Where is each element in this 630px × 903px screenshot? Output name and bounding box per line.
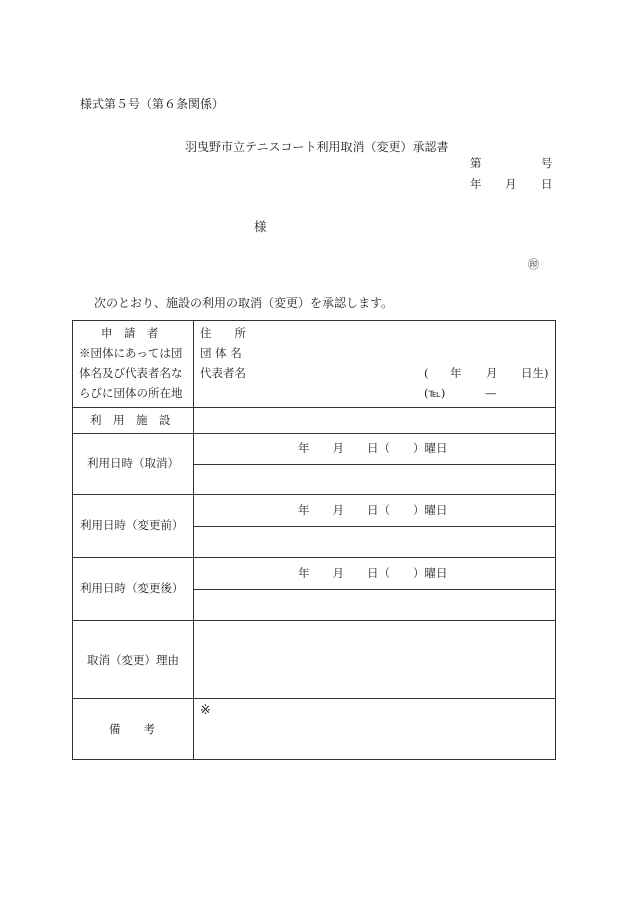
- form-number: 様式第５号（第６条関係）: [80, 97, 225, 111]
- label-datetime-before: 利用日時（変更前）: [80, 518, 184, 532]
- group-name-label: 団 体 名: [200, 346, 242, 360]
- intro-text: 次のとおり、施設の利用の取消（変更）を承認します。: [94, 296, 394, 310]
- document-title: 羽曳野市立テニスコート利用取消（変更）承認書: [185, 140, 449, 154]
- column-divider: [193, 321, 194, 759]
- row-divider: [73, 407, 555, 408]
- number-go: 号: [541, 156, 553, 170]
- birth-day: 日生): [521, 366, 549, 380]
- datetime-before: 年 月 日（ ）曜日: [298, 503, 448, 517]
- representative-label: 代表者名: [200, 366, 246, 380]
- birth-year: 年: [450, 366, 462, 380]
- remarks-mark: ※: [200, 703, 211, 718]
- approval-table: [72, 320, 556, 760]
- row-subdivider: [194, 464, 555, 465]
- datetime-cancel: 年 月 日（ ）曜日: [298, 441, 448, 455]
- datetime-after: 年 月 日（ ）曜日: [298, 566, 448, 580]
- row-divider: [73, 433, 555, 434]
- row-subdivider: [194, 589, 555, 590]
- label-datetime-after: 利用日時（変更後）: [80, 581, 184, 595]
- applicant-note-line-2: 体名及び代表者名な: [79, 366, 183, 380]
- reason-label: 取消（変更）理由: [87, 653, 179, 667]
- applicant-header: 申 請 者: [101, 326, 159, 340]
- row-divider: [73, 494, 555, 495]
- facility-label: 利 用 施 設: [90, 413, 171, 427]
- seal-mark: ㊞: [528, 258, 539, 271]
- issue-date-day: 日: [541, 177, 553, 191]
- number-dai: 第: [470, 156, 482, 170]
- row-subdivider: [194, 526, 555, 527]
- tel-dash: —: [485, 386, 497, 400]
- applicant-note-line-1: ※団体にあっては団: [79, 346, 183, 360]
- address-label: 住 所: [200, 326, 246, 340]
- tel-label: (℡): [424, 386, 446, 400]
- birth-month: 月: [486, 366, 498, 380]
- row-divider: [73, 698, 555, 699]
- label-datetime-cancel: 利用日時（取消）: [87, 456, 179, 470]
- row-divider: [73, 620, 555, 621]
- applicant-note-line-3: らびに団体の所在地: [79, 386, 183, 400]
- birth-open-paren: (: [424, 366, 429, 380]
- row-divider: [73, 557, 555, 558]
- addressee-honorific: 様: [254, 219, 267, 234]
- remarks-label: 備 考: [109, 722, 155, 736]
- issue-date-month: 月: [505, 177, 517, 191]
- issue-date-year: 年: [470, 177, 482, 191]
